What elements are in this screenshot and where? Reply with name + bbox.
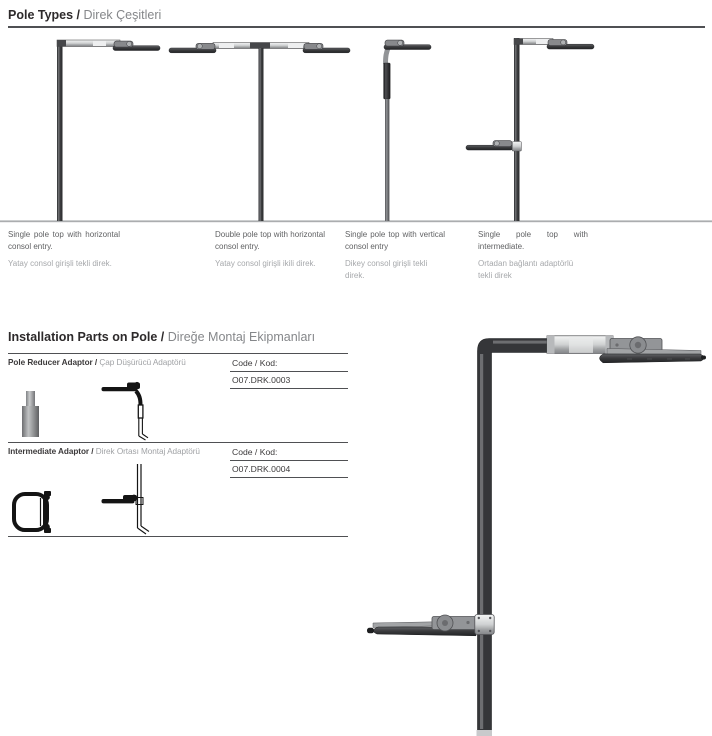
title-underline	[8, 26, 705, 28]
part-name-tr: Direk Ortası Montaj Adaptörü	[95, 447, 200, 456]
reducer-sleeve	[547, 336, 613, 354]
pole-types-title-tr: Direk Çeşitleri	[83, 8, 162, 22]
pole-desc-3	[345, 229, 445, 281]
clamp-collar-icon	[10, 488, 56, 536]
part-images-reducer	[8, 389, 348, 442]
part-row-reducer	[8, 353, 348, 442]
pole-desc-4-tr: Ortadan bağlantı adaptörlü tekli direk	[478, 259, 574, 280]
pole-desc-4	[478, 229, 588, 281]
pole-intermediate-drawing	[100, 464, 156, 538]
pole-top-reducer-drawing	[100, 380, 152, 442]
installation-title-tr: Direğe Montaj Ekipmanları	[167, 330, 316, 344]
luminaire-intermediate	[367, 615, 479, 636]
code-label: Code / Kod:	[230, 443, 348, 461]
pole-vertical-console	[384, 40, 431, 221]
reducer-cylinder-icon	[22, 391, 39, 437]
pole-desc-2	[215, 229, 325, 270]
installation-parts-panel	[8, 330, 348, 537]
pole-types-title-en: Pole Types /	[8, 8, 81, 22]
part-name	[8, 443, 230, 456]
pole-desc-1	[8, 229, 120, 270]
part-images-intermediate	[8, 478, 348, 536]
pole-body	[477, 339, 560, 736]
part-name-en: Intermediate Adaptor /	[8, 447, 94, 456]
part-name-tr: Çap Düşürücü Adaptörü	[99, 358, 186, 367]
pole-desc-1-en: Single pole top with horizontal consol entry.	[8, 230, 120, 251]
code-table	[230, 354, 348, 389]
pole-desc-2-en: Double pole top with horizontal consol entry.	[215, 230, 325, 251]
pole-type-illustrations	[0, 30, 712, 224]
pole-double-horizontal	[169, 43, 350, 222]
code-value: O07.DRK.0003	[230, 372, 348, 390]
part-name-en: Pole Reducer Adaptor /	[8, 358, 98, 367]
pole-types-title	[8, 8, 161, 22]
installation-title-en: Installation Parts on Pole /	[8, 330, 165, 344]
ground-line	[0, 220, 712, 222]
detail-pole-illustration	[355, 328, 712, 736]
code-value: O07.DRK.0004	[230, 461, 348, 479]
pole-desc-4-en: Single pole top with intermediate.	[478, 230, 588, 251]
pole-desc-2-tr: Yatay consol girişli ikili direk.	[215, 259, 316, 269]
pole-intermediate	[466, 38, 594, 221]
pole-desc-3-tr: Dikey consol girişli tekli direk.	[345, 259, 428, 280]
luminaire-top	[600, 337, 707, 363]
installation-title	[8, 330, 348, 344]
part-row-intermediate	[8, 442, 348, 537]
part-name	[8, 354, 230, 367]
code-label: Code / Kod:	[230, 354, 348, 372]
pole-collar	[475, 615, 494, 635]
pole-desc-1-tr: Yatay consol girişli tekli direk.	[8, 259, 112, 269]
pole-single-horizontal	[57, 40, 160, 221]
pole-desc-3-en: Single pole top with vertical consol entry	[345, 230, 445, 251]
code-table	[230, 443, 348, 478]
